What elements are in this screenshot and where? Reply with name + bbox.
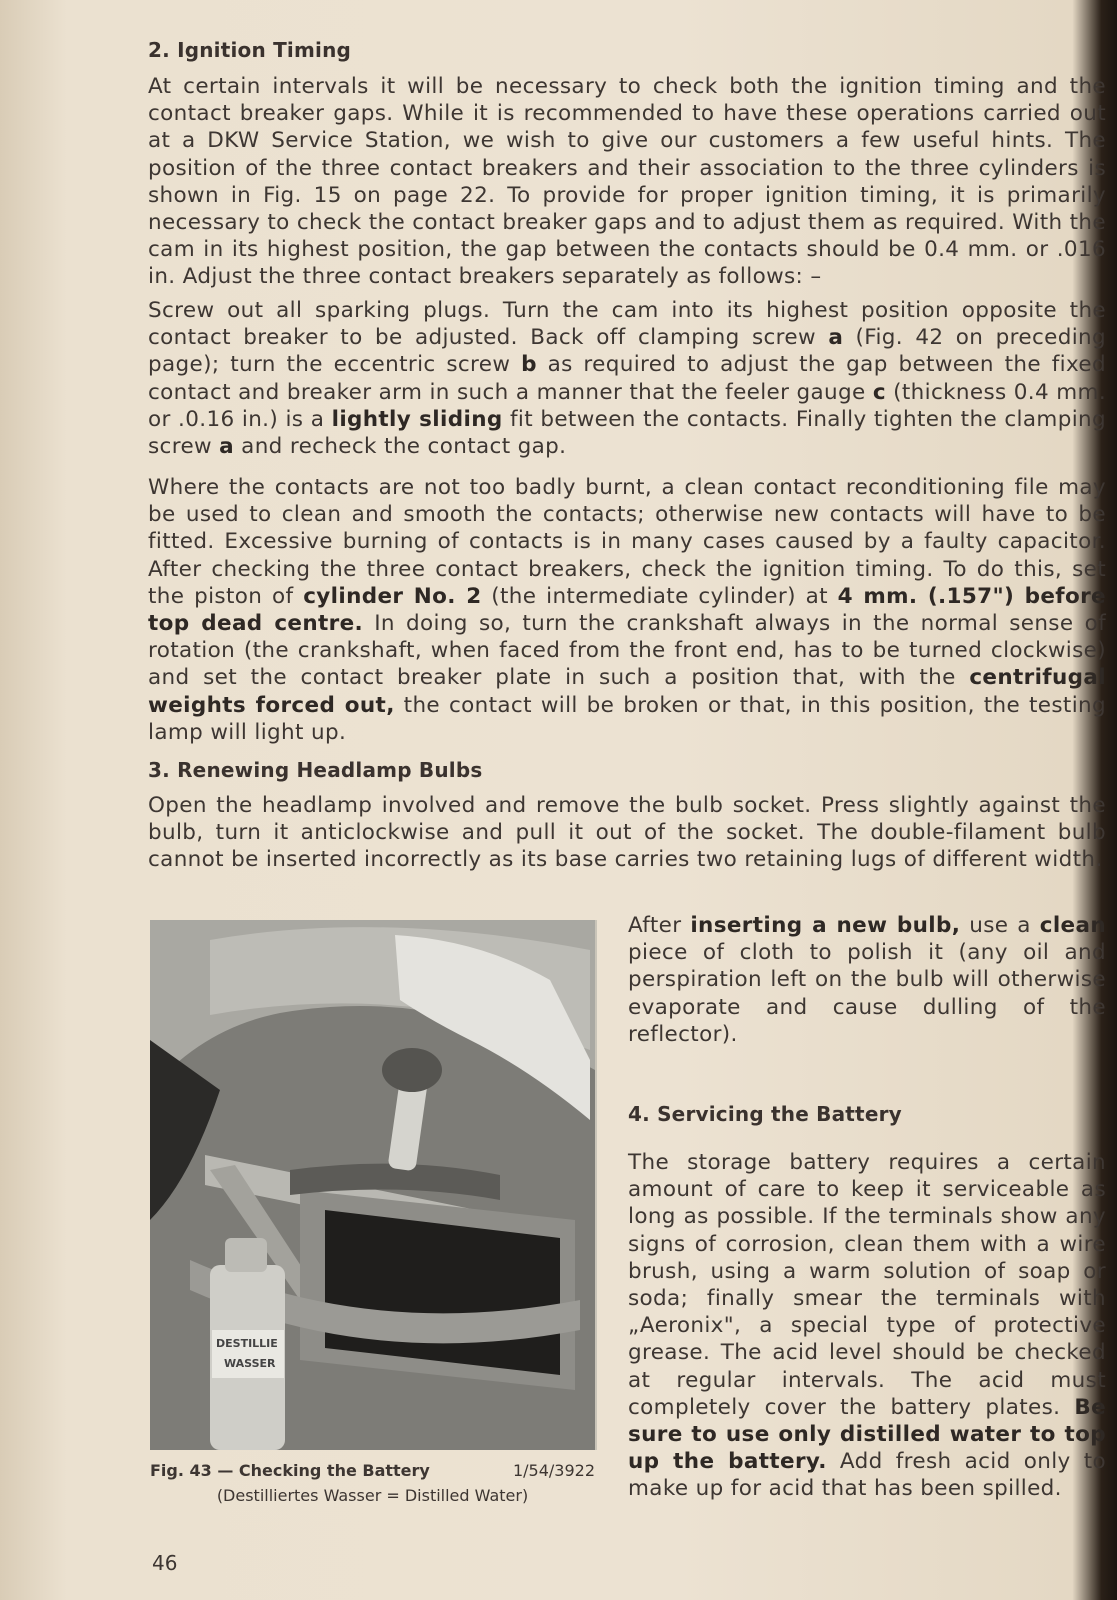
caption-title: Fig. 43 — Checking the Battery	[150, 1461, 430, 1480]
bottle-label-line-2: WASSER	[224, 1357, 276, 1370]
headlamp-heading: 3. Renewing Headlamp Bulbs	[148, 758, 483, 782]
ignition-paragraph-2: Screw out all sparking plugs. Turn the cam into its highest position opposite the contact breaker to be adjusted. Back off clamping screw a (Fig. 42 on preceding page); turn the eccentric screw b as required to adjust the gap between the fixed contact and breaker arm in such a manner that the feeler gauge c (thickness 0.4 mm. or .0.16 in.) is a lightly sliding fit between the contacts. Finally tighten the clamping screw a and recheck the contact gap.	[148, 298, 1106, 460]
battery-heading: 4. Servicing the Battery	[628, 1102, 902, 1126]
caption-subtitle: (Destilliertes Wasser = Distilled Water)	[216, 1486, 529, 1505]
bottle-label-line-1: DESTILLIE	[216, 1337, 278, 1350]
battery-paragraph-1: The storage battery requires a certain amount of care to keep it serviceable as long as possible. If the terminals show any signs of corrosion, clean them with a wire brush, using a warm solution of soap or soda; finally smear the terminals with „Aeronix", a special type of protective grease. The acid level should be checked at regular intervals. The acid must completely cover the battery plates. Be sure to use only distilled water to top up the battery. Add fresh acid only to make up for acid that has been spilled.	[628, 1150, 1107, 1502]
battery-photo-illustration	[150, 920, 595, 1450]
ignition-paragraph-3: Where the contacts are not too badly burnt, a clean contact reconditioning file may be used to clean and smooth the contacts; otherwise new contacts will have to be fitted. Excessive burning of contacts is in many cases caused by a faulty capacitor. After checking the three contact breakers, check the ignition timing. To do this, set the piston of cylinder No. 2 (the intermediate cylinder) at 4 mm. (.157") before top dead centre. In doing so, turn the crankshaft always in the normal sense of rotation (the crankshaft, when faced from the front end, has to be turned clockwise) and set the contact breaker plate in such a position that, with the centrifugal weights forced out, the contact will be broken or that, in this position, the testing lamp will light up.	[148, 475, 1107, 745]
ignition-paragraph-1: At certain intervals it will be necessary to check both the ignition timing and the contact breaker gaps. While it is recommended to have these operations carried out at a DKW Service Station, we wish to give our customers a few useful hints. The position of the three contact breakers and their association to the three cylinders is shown in Fig. 15 on page 22. To provide for proper ignition timing, it is primarily necessary to check the contact breaker gaps and to adjust them as required. With the cam in its highest position, the gap between the contacts should be 0.4 mm. or .016 in. Adjust the three contact breakers separately as follows: –	[148, 74, 1106, 290]
battery-photo	[150, 920, 597, 1450]
ignition-heading: 2. Ignition Timing	[148, 38, 352, 62]
figure-caption	[150, 1458, 595, 1508]
page-number: 46	[152, 1551, 178, 1575]
caption-reference: 1/54/3922	[512, 1461, 595, 1480]
headlamp-paragraph-1: Open the headlamp involved and remove the bulb socket. Press slightly against the bulb, turn it anticlockwise and pull it out of the socket. The double-filament bulb cannot be inserted incorrectly as its base carries two retaining lugs of different width.	[148, 793, 1106, 873]
headlamp-paragraph-2: After inserting a new bulb, use a clean piece of cloth to polish it (any oil and perspiration left on the bulb will otherwise evaporate and cause dulling of the reflector).	[628, 913, 1106, 1047]
